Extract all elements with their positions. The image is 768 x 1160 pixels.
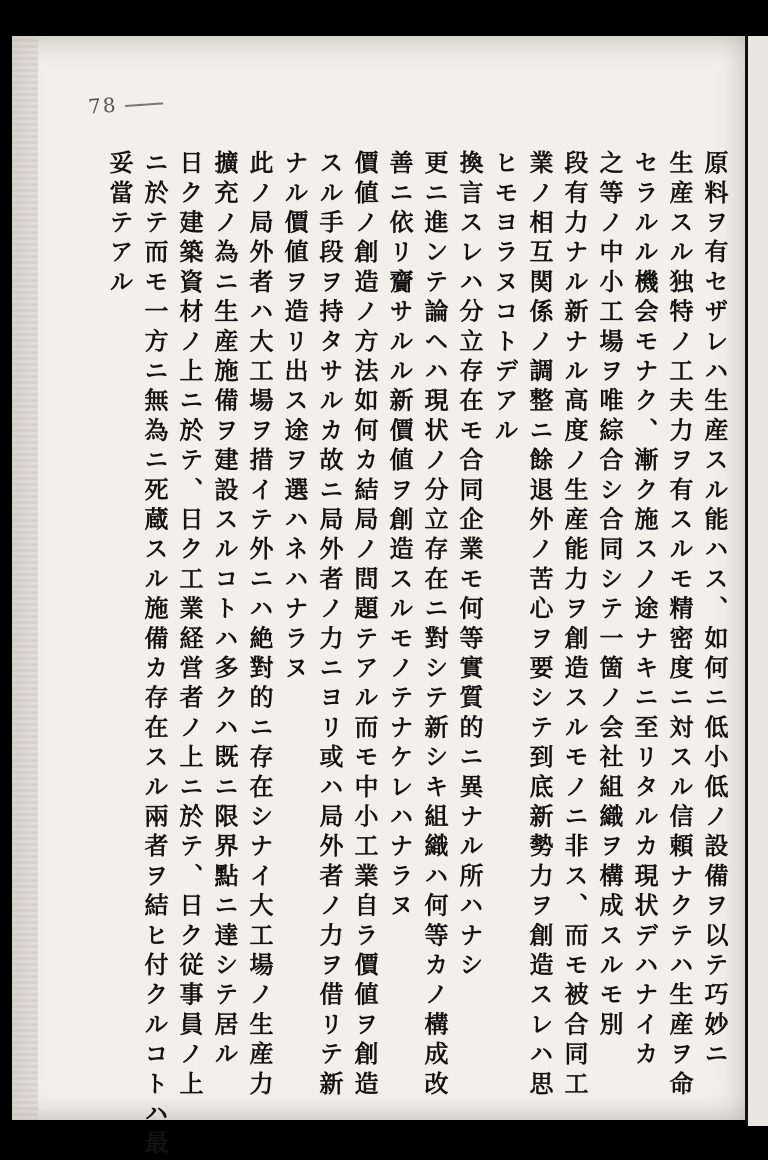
text-column: ナル價値ヲ造リ出ス途ヲ選ハネハナラヌ [280,150,309,685]
text-column: ニ於テ而モ一方ニ無為ニ死蔵スル施備カ存在スル兩者ヲ結ヒ付クルコトハ最 [140,150,169,1160]
text-column: 業ノ相互関係ノ調整ニ餘退外ノ苦心ヲ要シテ到底新勢力ヲ創造スレハ思 [525,150,554,1101]
adjacent-page-edge [745,36,768,1126]
text-column: セラルル機会モナク、漸ク施スノ途ナキニ至リタルカ現状デハナイカ [630,150,659,1071]
text-column: 擴充ノ為ニ生産施備ヲ建設スルコトハ多クハ既ニ限界點ニ達シテ居ル [210,150,239,1071]
page-edge-shadow [12,36,38,1120]
text-column: スル手段ヲ持タサルカ故ニ局外者ノ力ニヨリ或ハ局外者ノ力ヲ借リテ新 [315,150,344,1101]
faint-header-marks [420,106,650,120]
text-column: 善ニ依リ齎サルル新價値ヲ創造スルモノテナケレハナラヌ [385,150,414,923]
vertical-text-block [86,150,729,1160]
page-number: 78 [87,89,164,118]
text-column: 妥當テアル [105,150,134,299]
text-column: 日ク建築資材ノ上ニ於テ、日ク工業経営者ノ上ニ於テ、日ク従事員ノ上 [175,150,204,1101]
text-column: 價値ノ創造ノ方法如何カ結局ノ問題テアル而モ中小工業自ラ價値ヲ創造 [350,150,379,1101]
text-column: 生産スル独特ノ工夫力ヲ有スルモ精密度ニ対スル信頼ナクテハ生産ヲ命 [665,150,694,1101]
text-column: 原料ヲ有セザレハ生産スル能ハス、如何ニ低小低ノ設備ヲ以テ巧妙ニ [700,150,729,1071]
text-column: 之等ノ中小工場ヲ唯綜合シ合同シテ一箇ノ会社組織ヲ構成スルモ別 [595,150,624,1041]
text-column: ヒモヨラヌコトデアル [490,150,519,447]
text-column: 更ニ進ンテ論ヘハ現状ノ分立存在ニ對シテ新シキ組織ハ何等カノ構成改 [420,150,449,1101]
text-column: 此ノ局外者ハ大工場ヲ措イテ外ニハ絶對的ニ存在シナイ大工場ノ生産力 [245,150,274,1101]
text-column: 換言スレハ分立存在モ合同企業モ何等實質的ニ異ナル所ハナシ [455,150,484,982]
text-column: 段有力ナル新ナル高度ノ生産能力ヲ創造スルモノニ非ス、而モ被合同工 [560,150,589,1101]
